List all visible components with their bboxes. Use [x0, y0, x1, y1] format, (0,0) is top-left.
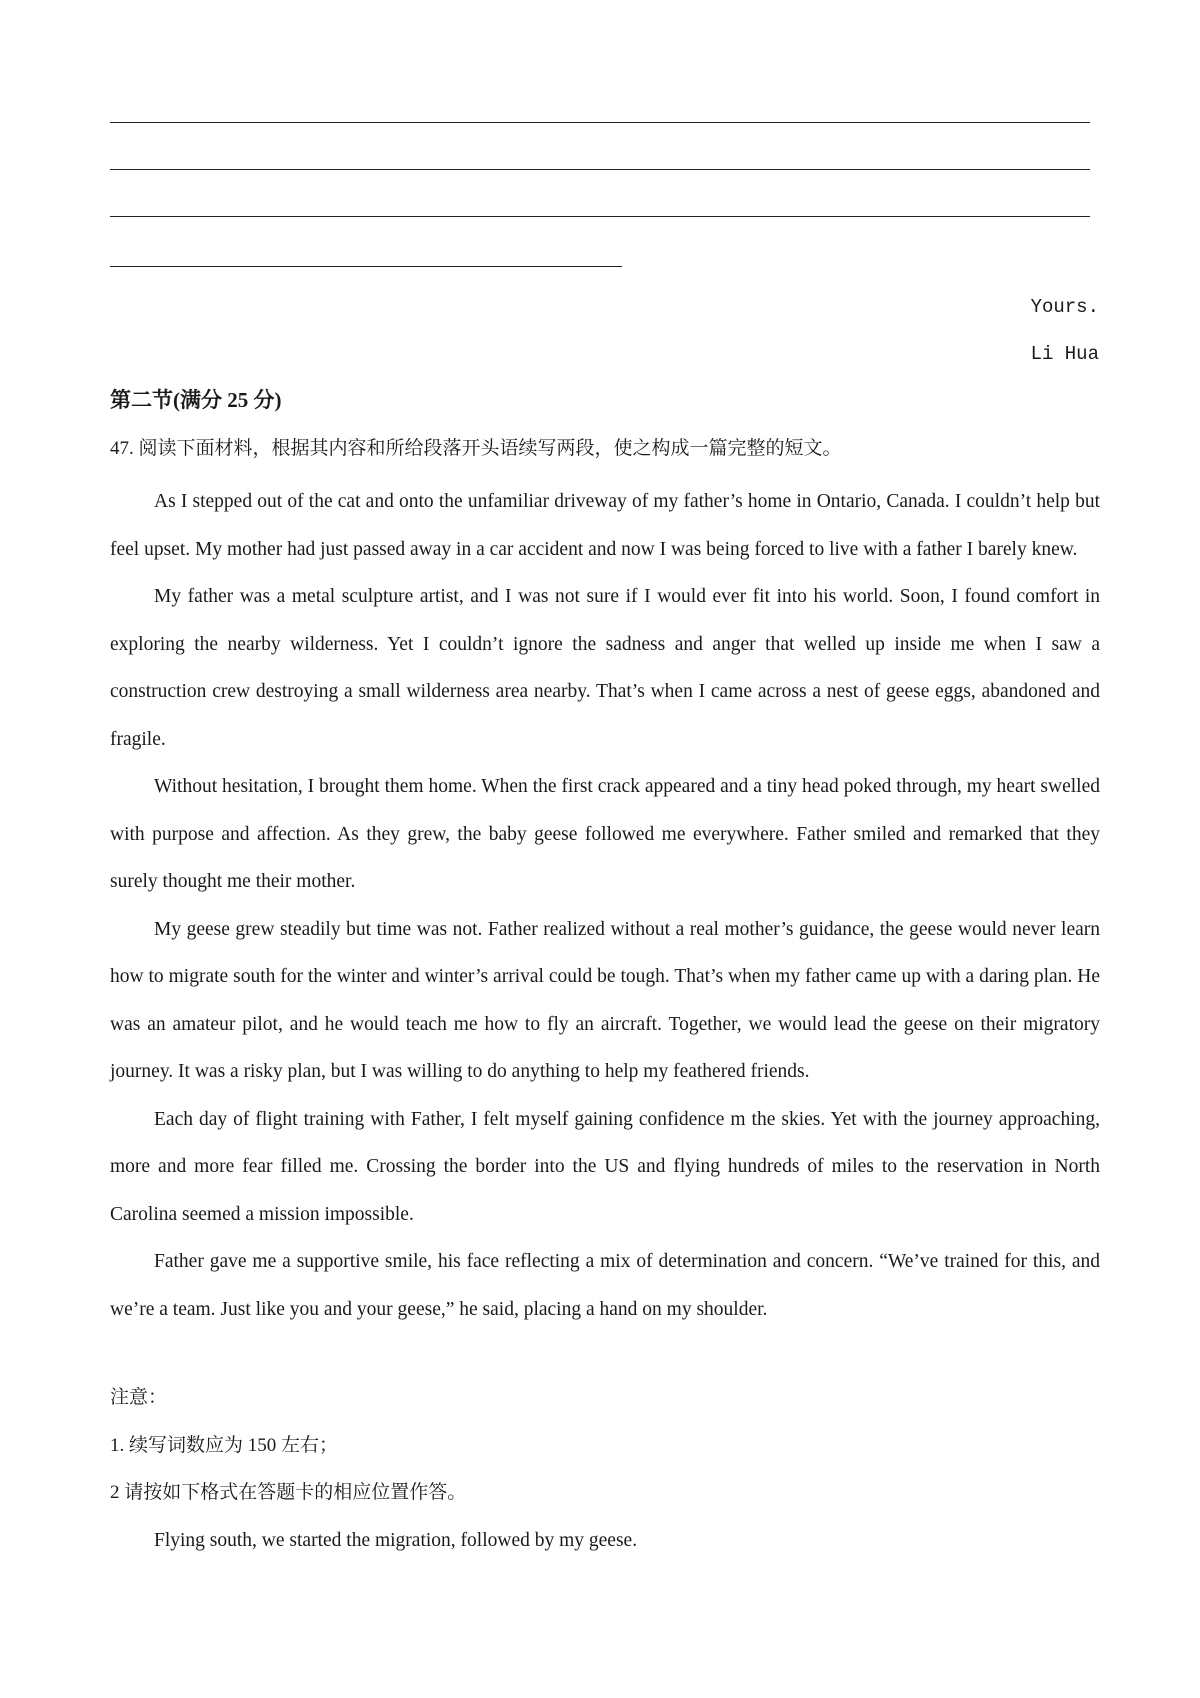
- note-item: 1. 续写词数应为 150 左右；: [110, 1434, 339, 1456]
- answer-line: [110, 266, 622, 267]
- passage-paragraph: Each day of flight training with Father, I felt myself gaining confidence m the skies. Yet with the journey approaching, more and more fear filled me. Crossing the border into the US and flying hundreds of miles to the reservation in North Carolina seemed a mission impossible.: [110, 1108, 1100, 1225]
- answer-line: [110, 216, 1090, 217]
- question-prompt: 47. 阅读下面材料，根据其内容和所给段落开头语续写两段，使之构成一篇完整的短文。: [110, 438, 842, 459]
- passage-paragraph: Father gave me a supportive smile, his face reflecting a mix of determination and concern. “We’ve trained for this, and we’re a team. Just like you and your geese,” he said, placing a hand on my shoulder.: [110, 1251, 1100, 1320]
- section-title: 第二节(满分 25 分): [110, 388, 282, 412]
- passage-paragraph: As I stepped out of the cat and onto the unfamiliar driveway of my father’s home in Ontario, Canada. I couldn’t help but feel upset. My mother had just passed away in a car accident and now I was being forced to live with a father I barely knew.: [110, 491, 1100, 560]
- letter-closing: Yours.: [1030, 296, 1099, 318]
- continuation-opening: Flying south, we started the migration, followed by my geese.: [154, 1529, 638, 1551]
- answer-line: [110, 169, 1090, 170]
- note-item: 2 请按如下格式在答题卡的相应位置作答。: [110, 1482, 467, 1503]
- letter-signature: Li Hua: [1030, 343, 1099, 365]
- passage-paragraph: My geese grew steadily but time was not. Father realized without a real mother’s guidance, the geese would never learn how to migrate south for the winter and winter’s arrival could be tough. That’s when my father came up with a daring plan. He was an amateur pilot, and he would teach me how to fly an aircraft. Together, we would lead the geese on their migratory journey. It was a risky plan, but I was willing to do anything to help my feathered friends.: [110, 918, 1100, 1082]
- notes-title: 注意：: [110, 1387, 168, 1408]
- answer-line: [110, 122, 1090, 123]
- passage-paragraph: My father was a metal sculpture artist, and I was not sure if I would ever fit into his world. Soon, I found comfort in exploring the nearby wilderness. Yet I couldn’t ignore the sadness and anger that welled up inside me when I saw a construction crew destroying a small wilderness area nearby. That’s when I came across a nest of geese eggs, abandoned and fragile.: [110, 586, 1100, 750]
- notes-section: [110, 1374, 1100, 1564]
- passage-paragraph: Without hesitation, I brought them home. When the first crack appeared and a tiny head poked through, my heart swelled with purpose and affection. As they grew, the baby geese followed me everywhere. Father smiled and remarked that they surely thought me their mother.: [110, 776, 1100, 892]
- reading-passage: [110, 478, 1100, 1333]
